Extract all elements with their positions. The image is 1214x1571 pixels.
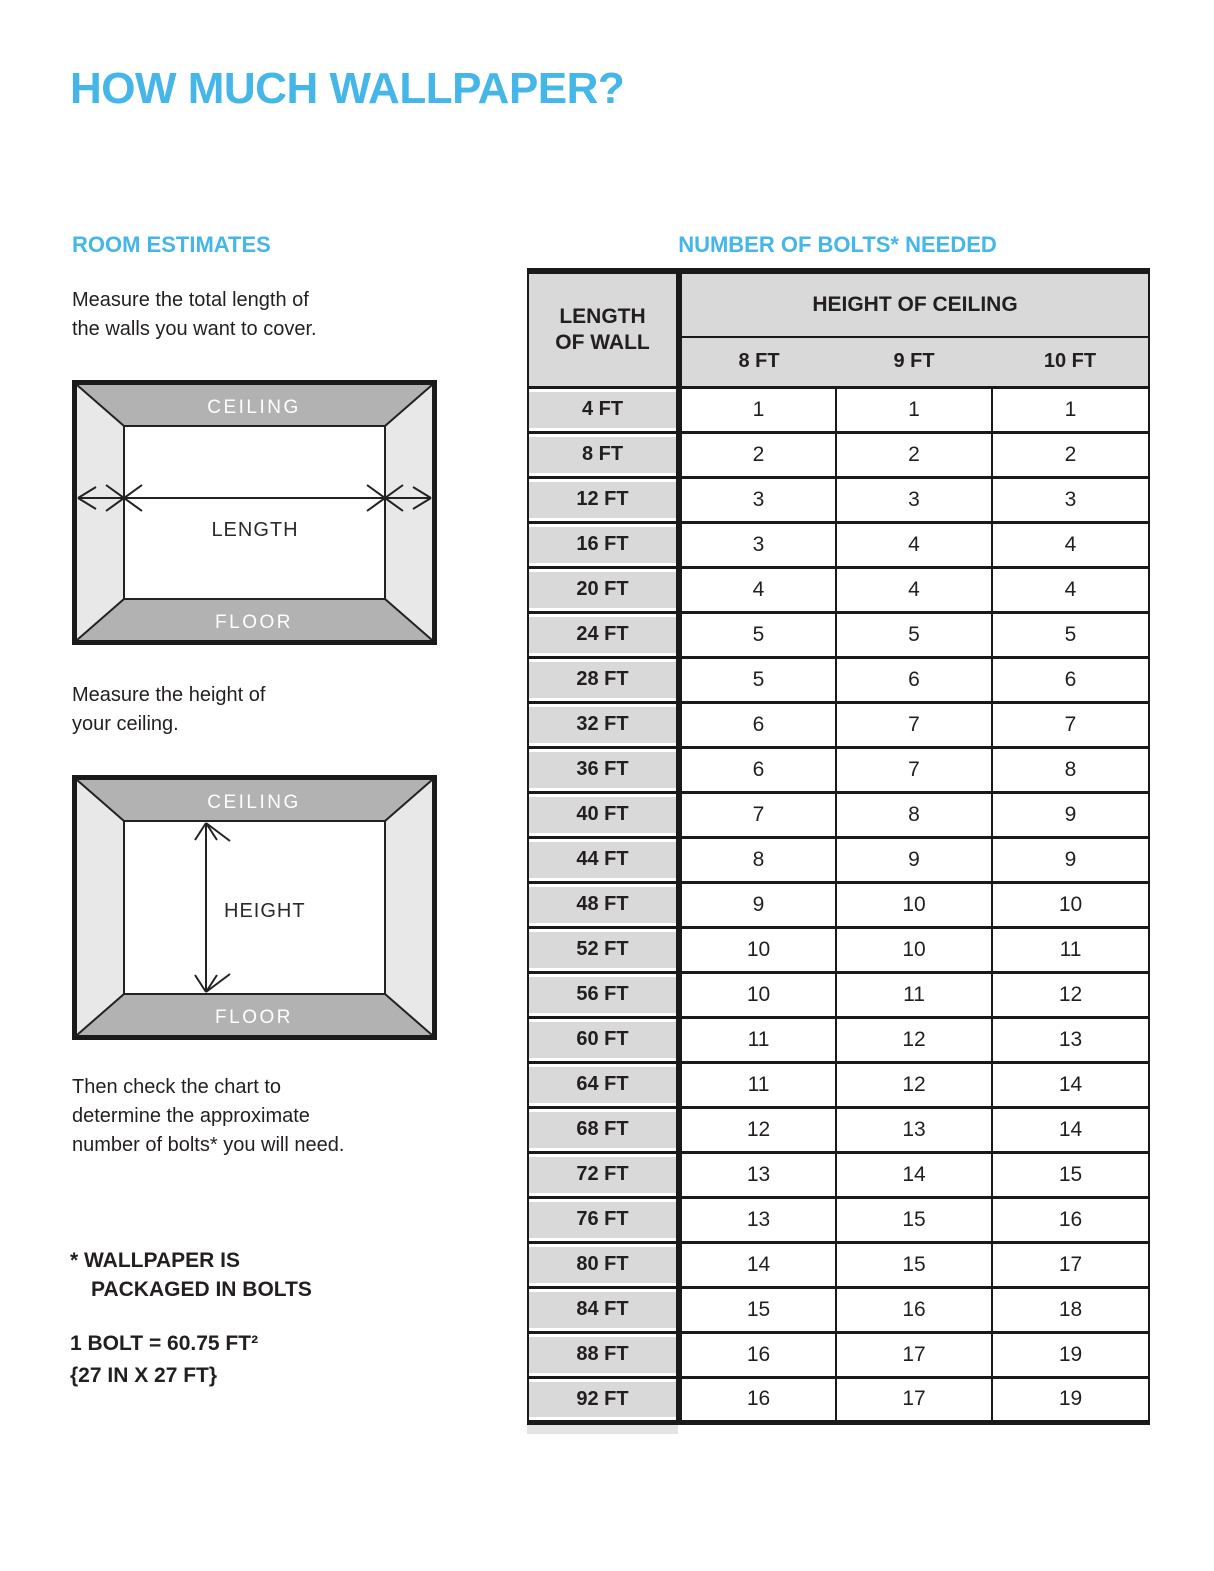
row-value: 15 — [992, 1152, 1149, 1197]
row-value: 17 — [836, 1332, 992, 1377]
table-row — [528, 1107, 1149, 1152]
row-value: 16 — [836, 1287, 992, 1332]
step1-line1: Measure the total length of — [72, 289, 309, 311]
floor-label: FLOOR — [215, 612, 293, 633]
bolt-equation: 1 BOLT = 60.75 FT² — [70, 1332, 259, 1355]
table-row — [528, 792, 1149, 837]
row-label: 60 FT — [528, 1017, 679, 1062]
row-label: 8 FT — [528, 432, 679, 477]
row-value: 5 — [992, 612, 1149, 657]
table-row — [528, 1287, 1149, 1332]
row-label: 88 FT — [528, 1332, 679, 1377]
row-label: 32 FT — [528, 702, 679, 747]
row-value: 6 — [992, 657, 1149, 702]
row-value: 17 — [992, 1242, 1149, 1287]
row-value: 9 — [992, 792, 1149, 837]
table-row — [528, 1197, 1149, 1242]
step3-line2: determine the approximate — [72, 1105, 310, 1127]
table-row — [528, 657, 1149, 702]
row-value: 10 — [679, 927, 836, 972]
height-label: HEIGHT — [224, 900, 306, 922]
table-row — [528, 567, 1149, 612]
row-label: 80 FT — [528, 1242, 679, 1287]
row-value: 10 — [836, 882, 992, 927]
table-row — [528, 612, 1149, 657]
table-row — [528, 1242, 1149, 1287]
floor-label: FLOOR — [215, 1007, 293, 1028]
row-value: 11 — [679, 1062, 836, 1107]
table-row — [528, 837, 1149, 882]
step3-instructions — [72, 1073, 344, 1160]
row-value: 9 — [992, 837, 1149, 882]
table-row — [528, 1062, 1149, 1107]
row-value: 7 — [679, 792, 836, 837]
step1-instructions — [72, 286, 317, 344]
step2-instructions — [72, 681, 265, 739]
row-label: 52 FT — [528, 927, 679, 972]
row-value: 4 — [679, 567, 836, 612]
right-wall-panel — [385, 385, 432, 640]
row-value: 1 — [679, 387, 836, 432]
row-value: 4 — [836, 522, 992, 567]
row-value: 8 — [679, 837, 836, 882]
row-value: 13 — [679, 1197, 836, 1242]
bolts-needed-heading: NUMBER OF BOLTS* NEEDED — [678, 232, 997, 257]
row-value: 11 — [679, 1017, 836, 1062]
bolts-table-container — [527, 268, 1148, 1434]
row-value: 4 — [836, 567, 992, 612]
row-label: 48 FT — [528, 882, 679, 927]
row-value: 13 — [836, 1107, 992, 1152]
row-label: 92 FT — [528, 1377, 679, 1422]
row-value: 16 — [679, 1377, 836, 1422]
ceiling-label: CEILING — [207, 792, 301, 813]
row-value: 4 — [992, 567, 1149, 612]
row-value: 3 — [679, 477, 836, 522]
row-value: 17 — [836, 1377, 992, 1422]
row-value: 3 — [679, 522, 836, 567]
row-value: 14 — [992, 1107, 1149, 1152]
row-value: 4 — [992, 522, 1149, 567]
left-wall-panel — [77, 780, 124, 1035]
bolt-size-info — [70, 1328, 258, 1392]
row-value: 10 — [836, 927, 992, 972]
row-value: 14 — [992, 1062, 1149, 1107]
footnote-line1: * WALLPAPER IS — [70, 1249, 240, 1272]
left-wall-panel — [77, 385, 124, 640]
table-row — [528, 882, 1149, 927]
row-label: 4 FT — [528, 387, 679, 432]
row-value: 13 — [992, 1017, 1149, 1062]
row-value: 2 — [992, 432, 1149, 477]
row-value: 8 — [992, 747, 1149, 792]
table-row — [528, 387, 1149, 432]
right-wall-panel — [385, 780, 432, 1035]
step2-line2: your ceiling. — [72, 713, 179, 735]
table-row — [528, 1332, 1149, 1377]
table-row — [528, 1017, 1149, 1062]
row-value: 6 — [679, 747, 836, 792]
row-value: 16 — [992, 1197, 1149, 1242]
table-row — [528, 972, 1149, 1017]
row-value: 7 — [836, 747, 992, 792]
col-header-8ft: 8 FT — [679, 337, 836, 387]
row-value: 3 — [836, 477, 992, 522]
page-title: HOW MUCH WALLPAPER? — [70, 64, 625, 113]
bolt-table-body — [528, 387, 1149, 1422]
row-value: 11 — [992, 927, 1149, 972]
row-value: 12 — [679, 1107, 836, 1152]
row-label: 72 FT — [528, 1152, 679, 1197]
row-value: 9 — [836, 837, 992, 882]
row-value: 6 — [836, 657, 992, 702]
row-value: 16 — [679, 1332, 836, 1377]
table-row — [528, 927, 1149, 972]
row-label: 24 FT — [528, 612, 679, 657]
row-label: 36 FT — [528, 747, 679, 792]
row-value: 19 — [992, 1377, 1149, 1422]
footnote-line2: PACKAGED IN BOLTS — [91, 1278, 312, 1301]
row-label: 28 FT — [528, 657, 679, 702]
col-header-9ft: 9 FT — [836, 337, 992, 387]
row-value: 5 — [679, 657, 836, 702]
row-value: 12 — [836, 1062, 992, 1107]
row-label: 12 FT — [528, 477, 679, 522]
height-of-ceiling-header: HEIGHT OF CEILING — [679, 271, 1149, 337]
row-value: 1 — [836, 387, 992, 432]
row-value: 12 — [992, 972, 1149, 1017]
row-value: 14 — [679, 1242, 836, 1287]
table-row — [528, 1152, 1149, 1197]
row-value: 15 — [836, 1197, 992, 1242]
back-wall-panel — [124, 426, 385, 599]
row-label: 16 FT — [528, 522, 679, 567]
row-value: 18 — [992, 1287, 1149, 1332]
row-value: 15 — [679, 1287, 836, 1332]
table-bottom-sliver — [527, 1425, 678, 1434]
ceiling-label: CEILING — [207, 397, 301, 418]
row-value: 7 — [836, 702, 992, 747]
row-value: 10 — [992, 882, 1149, 927]
row-label: 84 FT — [528, 1287, 679, 1332]
row-value: 15 — [836, 1242, 992, 1287]
row-value: 6 — [679, 702, 836, 747]
row-value: 8 — [836, 792, 992, 837]
row-value: 3 — [992, 477, 1149, 522]
row-label: 40 FT — [528, 792, 679, 837]
table-row — [528, 522, 1149, 567]
col-header-10ft: 10 FT — [992, 337, 1149, 387]
bolts-table — [527, 268, 1150, 1425]
row-value: 1 — [992, 387, 1149, 432]
row-value: 11 — [836, 972, 992, 1017]
row-value: 7 — [992, 702, 1149, 747]
row-value: 5 — [836, 612, 992, 657]
row-label: 44 FT — [528, 837, 679, 882]
row-value: 12 — [836, 1017, 992, 1062]
row-label: 20 FT — [528, 567, 679, 612]
step1-line2: the walls you want to cover. — [72, 318, 317, 340]
step2-line1: Measure the height of — [72, 684, 266, 706]
room-estimates-heading: ROOM ESTIMATES — [72, 232, 271, 257]
height-room-diagram — [72, 775, 437, 1040]
bolt-dimensions: {27 IN X 27 FT} — [70, 1364, 218, 1387]
table-row — [528, 432, 1149, 477]
row-label: 64 FT — [528, 1062, 679, 1107]
row-value: 2 — [836, 432, 992, 477]
table-row — [528, 747, 1149, 792]
row-value: 2 — [679, 432, 836, 477]
step3-line1: Then check the chart to — [72, 1076, 282, 1098]
row-value: 14 — [836, 1152, 992, 1197]
row-value: 13 — [679, 1152, 836, 1197]
table-row — [528, 477, 1149, 522]
row-value: 10 — [679, 972, 836, 1017]
step3-line3: number of bolts* you will need. — [72, 1134, 345, 1156]
row-label: 76 FT — [528, 1197, 679, 1242]
row-label: 56 FT — [528, 972, 679, 1017]
row-value: 5 — [679, 612, 836, 657]
table-row — [528, 702, 1149, 747]
row-label: 68 FT — [528, 1107, 679, 1152]
row-value: 9 — [679, 882, 836, 927]
table-row — [528, 1377, 1149, 1422]
length-label: LENGTH — [211, 519, 299, 541]
row-value: 19 — [992, 1332, 1149, 1377]
bolt-footnote — [70, 1246, 312, 1304]
length-room-diagram — [72, 380, 437, 645]
length-of-wall-header: LENGTH OF WALL — [528, 271, 679, 387]
